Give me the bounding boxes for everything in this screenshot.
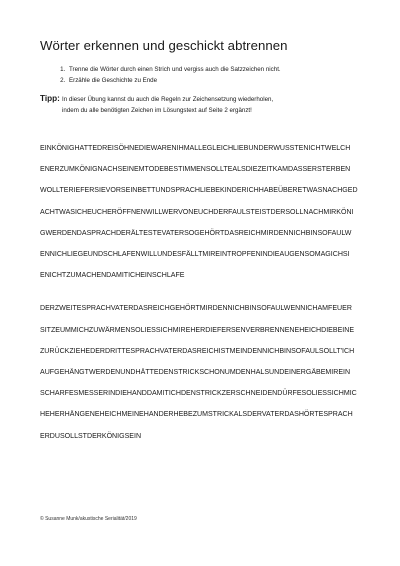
task-item: 1. Trenne die Wörter durch einen Strich und vergiss auch die Satzzeichen nicht.	[67, 65, 360, 76]
text-line: ENNICHLIEGEUNDSCHLAFENWILLUNDESFÄLLTMIREINTROPFENINDIEAUGENSOMAGICHSI	[40, 251, 350, 259]
text-line: ENERZUMKÖNIGNACHSEINEMTODEBESTIMMENSOLLTEALSDIEZEITKAMDASSERSTERBEN	[40, 166, 351, 174]
task-item: 2. Erzähle die Geschichte zu Ende	[67, 76, 360, 87]
text-line: AUFGEHÄNGTWERDENUNDHÄTTEDENSTRICKSCHONUMDENHALSUNDEINERGÄBEMIREIN	[40, 369, 351, 377]
text-line: ACHTWASICHEUCHERÖFFNENWILLWERVONEUCHDERFAULSTEISTDERSOLLNACHMIRKÖNI	[40, 208, 354, 216]
text-line: DERZWEITESPRACHVATERDASREICHGEHÖRTMIRDENNICHBINSOFAULWENNICHAMFEUER	[40, 305, 352, 313]
tip-line: In dieser Übung kannst du auch die Regeln zur Zeichensetzung wiederholen,	[62, 96, 274, 103]
tip-label: Tipp:	[40, 94, 60, 103]
page-title: Wörter erkennen und geschickt abtrennen	[40, 38, 288, 53]
tip-box	[40, 94, 360, 116]
tip-line: indem du alle benötigten Zeichen im Lösungstext auf Seite 2 ergänzt!	[62, 106, 252, 114]
text-line: ENICHTZUMACHENDAMITICHEINSCHLAFE	[40, 272, 185, 280]
text-block-1	[40, 138, 360, 286]
text-line: GWERDENDASPRACHDERÄLTESTEVATERSOGEHÖRTDASREICHMIRDENNICHBINSOFAULW	[40, 229, 352, 237]
text-line: SITZEUMMICHZUWÄRMENSOLIESSICHMIREHERDIEFERSENVERBRENNENEHEICHDIEBEINE	[40, 326, 355, 334]
text-line: WOLLTERIEFERSIEVORSEINBETTUNDSPRACHLIEBEKINDERICHHABEÜBERETWASNACHGED	[40, 187, 358, 195]
copyright-footer: © Susanne Munk/akustische Serialität/2019	[40, 516, 137, 522]
text-line: SCHARFESMESSERINDIEHANDDAMITICHDENSTRICKZERSCHNEIDENDÜRFESOLIESSICHMIC	[40, 390, 357, 398]
text-line: EINKÖNIGHATTEDREISÖHNEDIEWARENIHMALLEGLEICHLIEBUNDERWUSSTENICHTWELCH	[40, 145, 351, 152]
text-line: HEHERHÄNGENEHEICHMEINEHANDERHEBEZUMSTRICKALSDERVATERDASHÖRTESPRACH	[40, 411, 353, 419]
text-line: ERDUSOLLSTDERKÖNIGSEIN	[40, 432, 142, 440]
text-block-2	[40, 298, 360, 446]
task-list	[40, 65, 360, 86]
text-line: ZURÜCKZIEHEDERDRITTESPRACHVATERDASREICHISTMEINDENNICHBINSOFAULSOLLT'ICH	[40, 347, 355, 355]
tip-text	[62, 94, 273, 116]
